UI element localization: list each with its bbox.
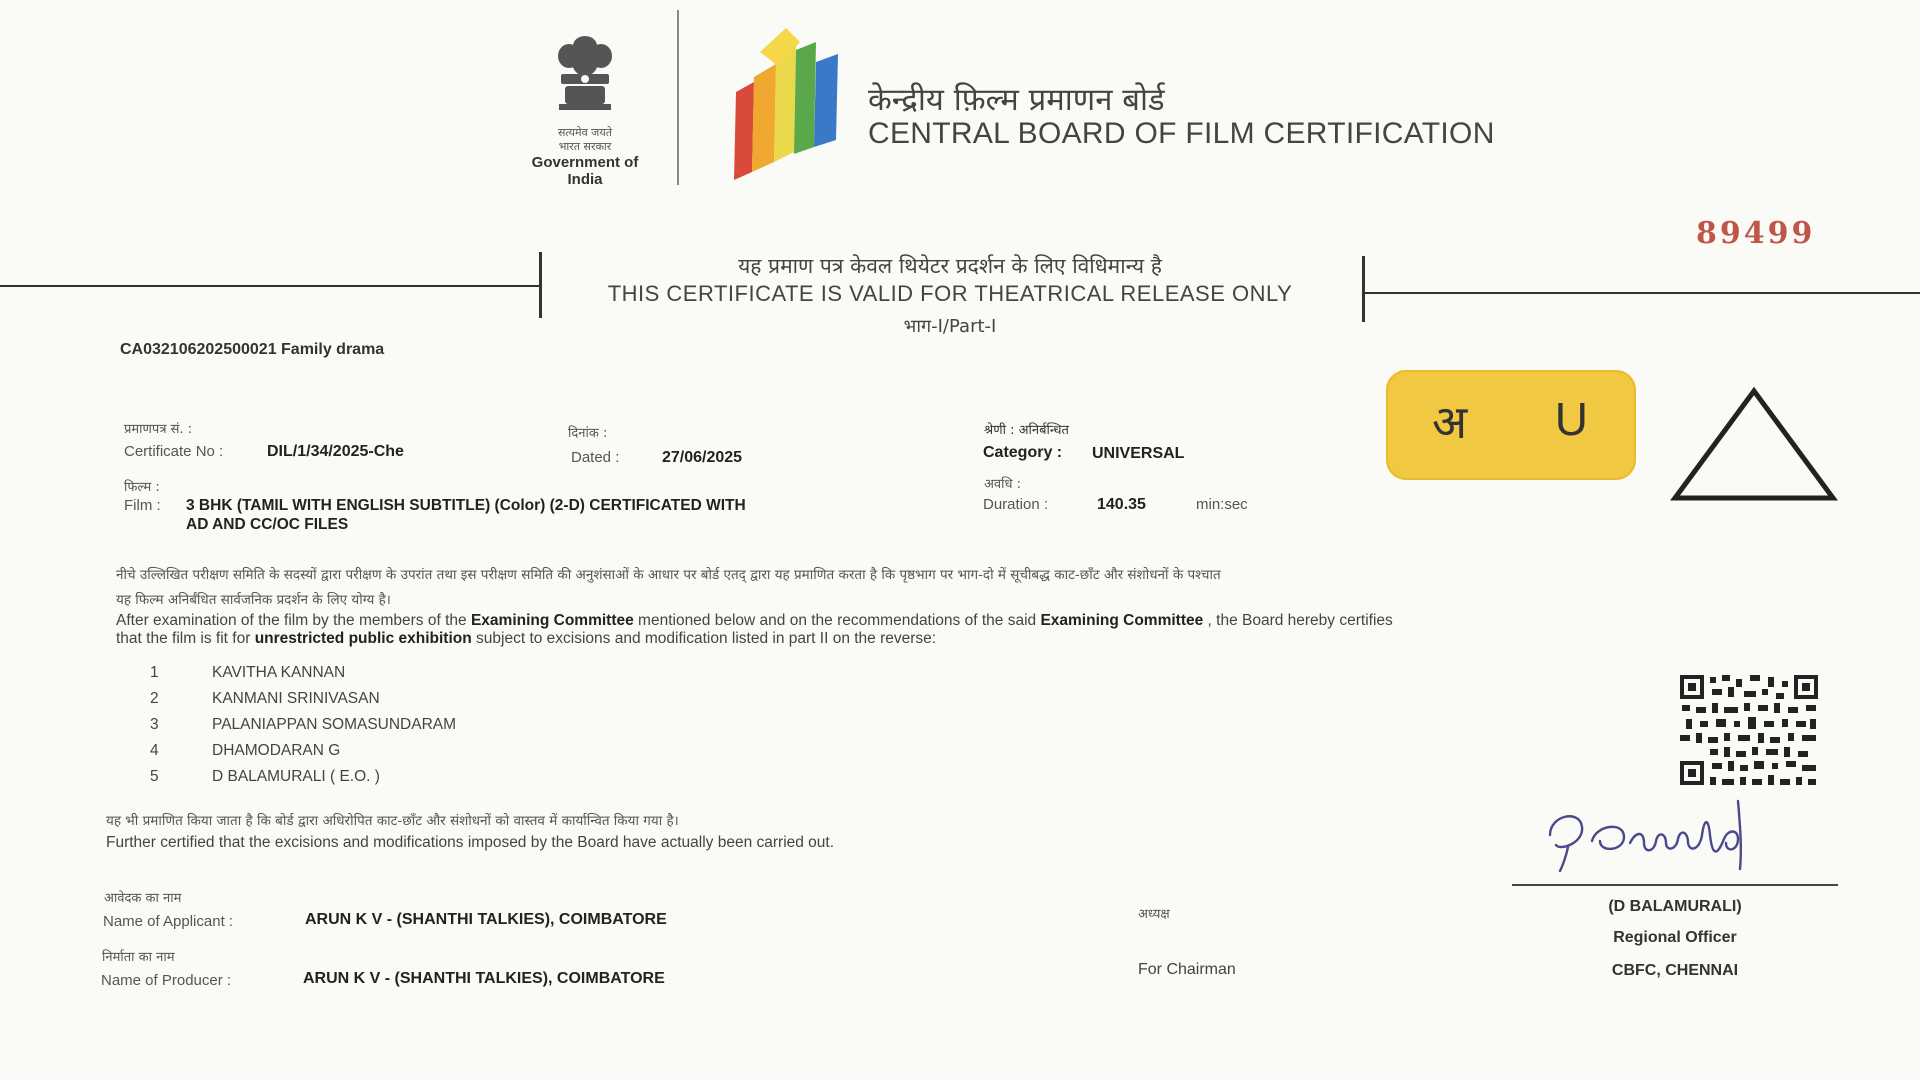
producer-label-hindi: निर्माता का नाम [102,950,175,965]
handwritten-signature-icon [1540,795,1780,875]
serial-number: 89499 [1696,216,1816,251]
member-number: 3 [150,716,159,733]
film-title-line-2: AD AND CC/OC FILES [186,516,349,533]
file-reference: CA032106202500021 Family drama [120,341,385,358]
emblem-hindi-text: भारत सरकार [558,140,612,153]
emblem-motto: सत्यमेव जयते [557,126,612,139]
list-item [150,664,456,690]
para-bold-examining-committee: Examining Committee [1040,612,1204,629]
validity-hindi: यह प्रमाण पत्र केवल थियेटर प्रदर्शन के लिए विधिमान्य है [738,254,1162,278]
category-label-hindi: श्रेणी : अनिर्बन्धित [984,423,1069,438]
certification-text-english [116,612,1786,648]
list-item [150,690,456,716]
date-label: Dated : [571,449,620,466]
film-title-line-1: 3 BHK (TAMIL WITH ENGLISH SUBTITLE) (Color) (2-D) CERTIFICATED WITH [186,497,746,514]
banner-rule-left [0,285,540,287]
chairman-label-hindi: अध्यक्ष [1138,907,1170,922]
signatory-office: CBFC, CHENNAI [1611,962,1739,979]
list-item [150,716,456,742]
qr-code-icon[interactable] [1678,673,1820,787]
government-emblem [520,30,650,188]
para-bold-unrestricted: unrestricted public exhibition [254,630,472,647]
producer-label: Name of Producer : [101,972,232,989]
further-certified-hindi: यह भी प्रमाणित किया जाता है कि बोर्ड द्वारा अधिरोपित काट-छाँट और संशोधनों को वास्तव में कार्यान्वित किया गया है। [106,813,679,829]
member-name: KANMANI SRINIVASAN [212,690,380,707]
rating-badge-u: U [1554,393,1588,445]
header-divider [677,10,679,185]
cert-label-hindi: प्रमाणपत्र सं. : [124,422,193,437]
member-number: 2 [150,690,159,707]
signatory-name: (D BALAMURALI) [1608,898,1742,915]
cert-number: DIL/1/34/2025-Che [267,443,404,460]
for-chairman-label: For Chairman [1138,961,1236,978]
board-name-hindi: केन्द्रीय फ़िल्म प्रमाणन बोर्ड [868,82,1165,118]
duration-label: Duration : [983,496,1049,513]
date-label-hindi: दिनांक : [568,426,608,441]
certification-text-hindi-line-2: यह फिल्म अनिर्बंधित सार्वजनिक प्रदर्शन के लिए योग्य है। [116,592,391,608]
para-text: After examination of the film by the members of the [116,612,471,629]
signature-line [1512,884,1838,886]
rating-badge [1386,370,1636,480]
signatory-title: Regional Officer [1613,929,1737,946]
duration-value: 140.35 [1097,496,1146,513]
para-bold-examining-committee: Examining Committee [470,612,634,629]
validity-part: भाग-I/Part-I [903,316,997,337]
date-value: 27/06/2025 [662,449,743,466]
member-name: PALANIAPPAN SOMASUNDARAM [212,716,457,733]
banner-bracket-right [1362,256,1365,322]
duration-label-hindi: अवधि : [984,477,1022,492]
film-label: Film : [124,497,161,514]
category-value: UNIVERSAL [1092,445,1185,462]
applicant-label: Name of Applicant : [103,913,234,930]
validity-english: THIS CERTIFICATE IS VALID FOR THEATRICAL RELEASE ONLY [607,281,1293,306]
member-name: DHAMODARAN G [212,742,341,759]
duration-unit: min:sec [1196,496,1248,513]
further-certified-english: Further certified that the excisions and modifications imposed by the Board have actually been carried out. [106,834,835,851]
member-name: KAVITHA KANNAN [212,664,346,681]
list-item [150,768,456,794]
member-name: D BALAMURALI ( E.O. ) [212,768,380,785]
ashoka-emblem-icon [545,30,625,126]
producer-value: ARUN K V - (SHANTHI TALKIES), COIMBATORE [303,970,665,987]
para-text: mentioned below and on the recommendations of the said [633,612,1041,629]
certification-text-hindi [116,563,1786,613]
government-of-india-label: Government of India [531,154,639,188]
member-number: 1 [150,664,159,681]
applicant-label-hindi: आवेदक का नाम [104,891,182,906]
film-label-hindi: फिल्म : [124,480,160,495]
para-text: subject to excisions and modification listed in part II on the reverse: [471,630,937,647]
member-number: 4 [150,742,159,759]
para-text: , the Board hereby certifies [1203,612,1393,629]
member-number: 5 [150,768,159,785]
triangle-outline-icon [1670,385,1838,503]
category-label: Category : [983,444,1063,461]
cert-label: Certificate No : [124,443,224,460]
applicant-value: ARUN K V - (SHANTHI TALKIES), COIMBATORE [305,911,667,928]
committee-members-list [150,664,456,794]
board-name-english: CENTRAL BOARD OF FILM CERTIFICATION [868,117,1495,150]
banner-rule-right [1363,292,1920,294]
list-item [150,742,456,768]
rating-badge-hindi: अ [1432,395,1468,449]
cbfc-film-strip-logo-icon [730,22,850,182]
certification-text-hindi-line-1: नीचे उल्लिखित परीक्षण समिति के सदस्यों द्वारा परीक्षण के उपरांत तथा इस परीक्षण समिति की अनुशंसाओं के आधार पर बोर्ड एतद् द्वारा यह प्रमाणित करता है कि पृष्ठभाग पर भाग-दो में सूचीबद्ध काट-छाँट और संशोधनों के पश्चात [116,567,1221,583]
para-text: that the film is fit for [116,630,255,647]
